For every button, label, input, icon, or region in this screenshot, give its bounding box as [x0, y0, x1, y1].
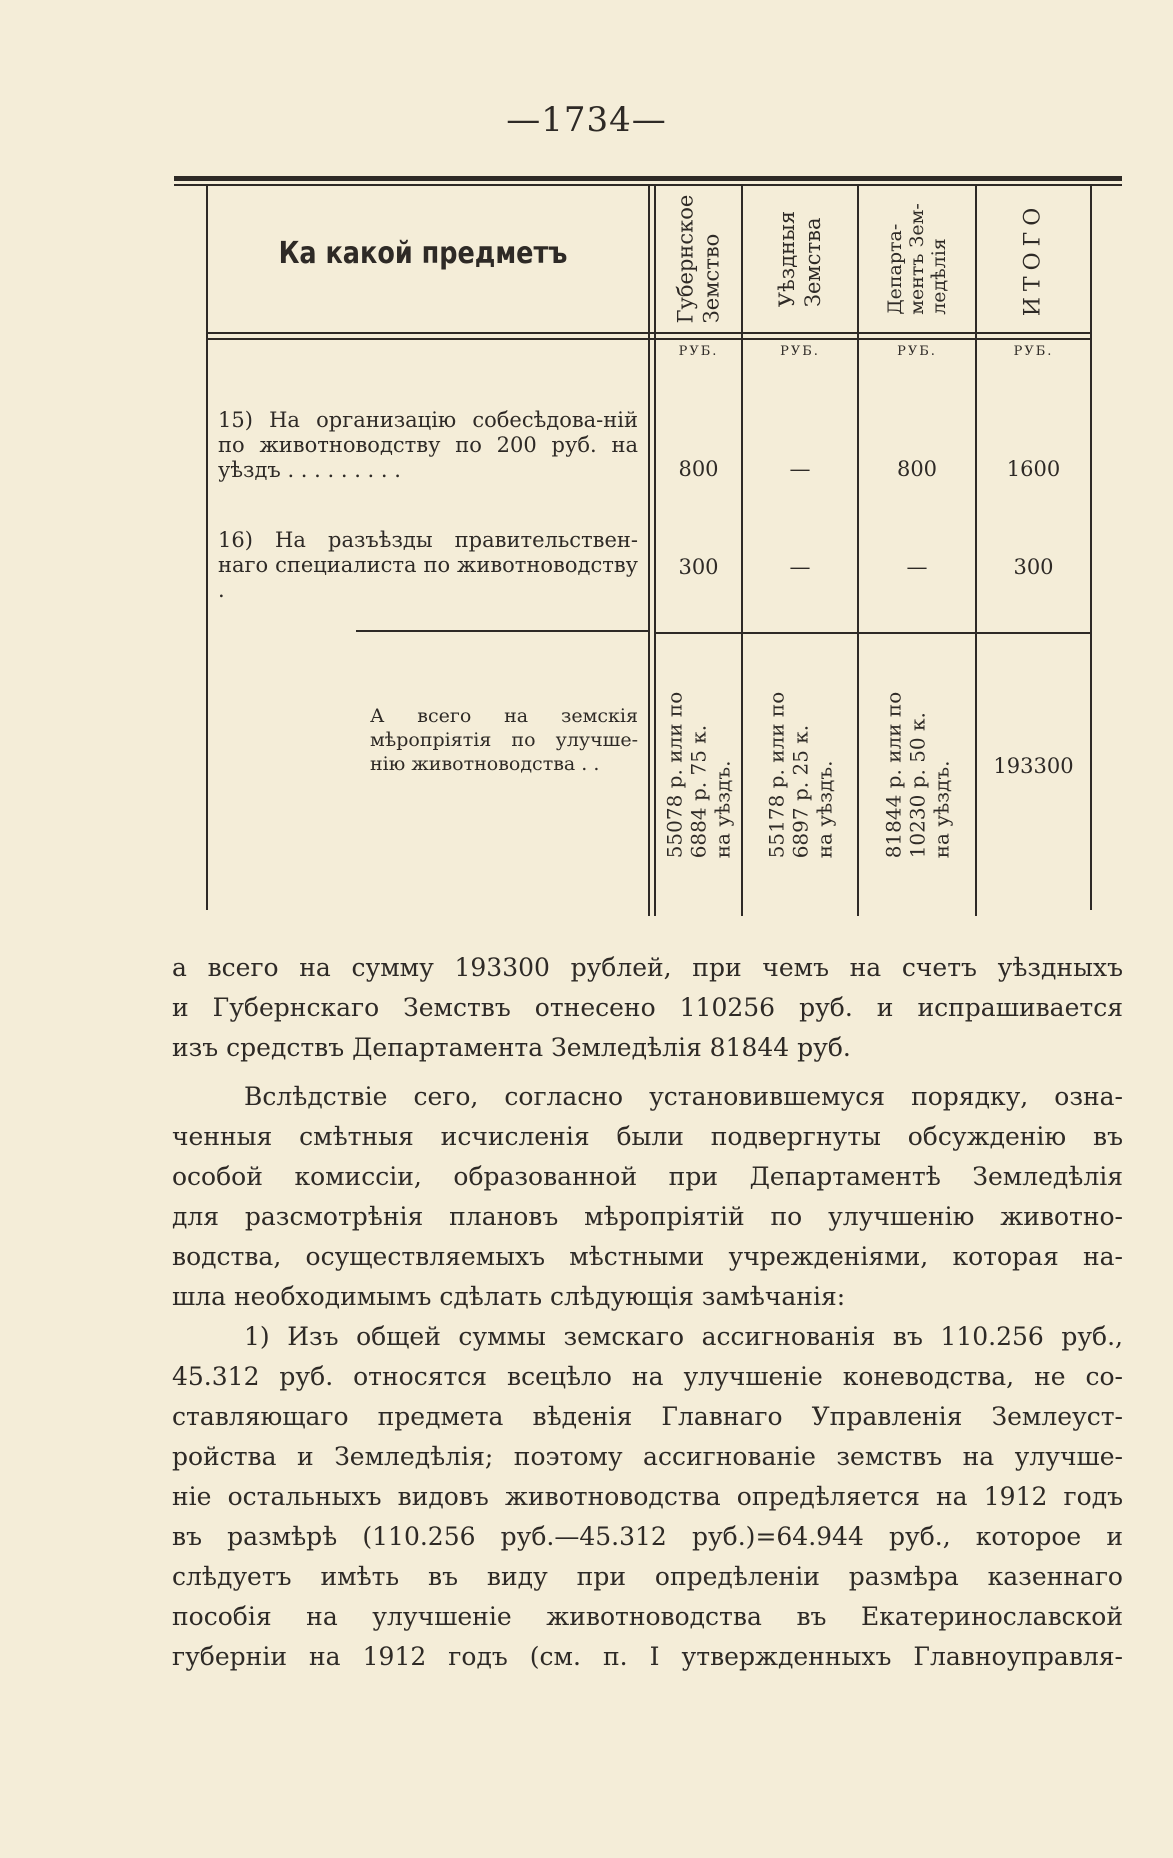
text-line: а всего на сумму 193300 рублей, при чемъ на счетъ уѣздныхъ — [172, 953, 1123, 982]
text-line: водства, осуществляемыхъ мѣстными учрежденіями, которая на- — [172, 1242, 1123, 1271]
column-header-uezdnye: Уѣздныя Земства — [775, 210, 825, 308]
paragraph — [172, 1317, 1123, 1677]
unit-label: РУБ. — [678, 344, 719, 359]
total-rule — [656, 632, 741, 634]
text-line: ставляющаго предмета вѣденія Главнаго Управленія Землеуст- — [172, 1402, 1123, 1431]
table-cell: — — [906, 555, 928, 579]
text-line: ченныя смѣтныя исчисленія были подвергнуты обсужденію въ — [172, 1122, 1123, 1151]
unit-label: РУБ. — [897, 344, 937, 359]
text-line: изъ средствъ Департамента Земледѣлія 81844 руб. — [172, 1033, 851, 1062]
unit-label: РУБ. — [1013, 344, 1054, 359]
text-line: пособія на улучшеніе животноводства въ Екатеринославской — [172, 1602, 1123, 1631]
text-line: губерніи на 1912 годъ (см. п. I утвержденныхъ Главноуправля- — [172, 1642, 1123, 1671]
table-cell: — — [789, 555, 811, 579]
total-row-text: А всего на земскія мѣропріятія по улучше-нію животноводства . . — [370, 705, 638, 775]
paragraph — [172, 948, 1123, 1068]
column-separator — [648, 186, 650, 916]
total-cell: 55078 р. или по 6884 р. 75 к. на уѣздъ. — [662, 691, 735, 859]
column-header-department: Департа- ментъ Зем- ледѣлія — [883, 203, 950, 315]
table-cell: 1600 — [1006, 457, 1061, 481]
table-top-rule — [174, 176, 1122, 181]
column-header-gubernskoe: Губернское Земство — [673, 194, 724, 324]
unit-label: РУБ. — [780, 344, 820, 359]
text-line: 1) Изъ общей суммы земскаго ассигнованія въ 110.256 руб., — [244, 1322, 1123, 1351]
table-cell: 800 — [896, 457, 938, 481]
text-line: слѣдуетъ имѣть въ виду при опредѣленіи размѣра казеннаго — [172, 1562, 1123, 1591]
total-rule — [743, 632, 857, 634]
total-rule — [977, 632, 1090, 634]
total-cell: 81844 р. или по 10230 р. 50 к. на уѣздъ. — [881, 691, 953, 859]
header-bottom-rule — [208, 332, 1090, 334]
total-rule — [356, 630, 648, 632]
table-cell: 300 — [678, 555, 719, 579]
text-line: шла необходимымъ сдѣлать слѣдующія замѣчанія: — [172, 1282, 846, 1311]
text-line: и Губернскаго Земствъ отнесено 110256 руб. и испрашивается — [172, 993, 1123, 1022]
header-bottom-rule — [208, 338, 1090, 340]
text-line: ройства и Земледѣлія; поэтому ассигнованіе земствъ на улучше- — [172, 1442, 1123, 1471]
table-cell: 300 — [1013, 555, 1054, 579]
column-header-subject: Ка какой предметъ — [278, 236, 568, 271]
text-line: ніе остальныхъ видовъ животноводства опредѣляется на 1912 годъ — [172, 1482, 1123, 1511]
total-rule — [859, 632, 975, 634]
table-row-text: 15) На организацію собесѣдова-ній по животноводству по 200 руб. на уѣздъ . . . . . . . . . — [218, 408, 638, 482]
paragraph — [172, 1077, 1123, 1317]
table-cell: — — [789, 457, 811, 481]
table-left-border — [206, 186, 208, 910]
total-cell: 55178 р. или по 6897 р. 25 к. на уѣздъ. — [764, 691, 836, 859]
page-number: —1734— — [506, 100, 667, 140]
text-line: особой комиссіи, образованной при Департаментѣ Земледѣлія — [172, 1162, 1123, 1191]
table-cell: 800 — [678, 457, 719, 481]
total-cell: 193300 — [993, 754, 1074, 778]
table-right-border — [1090, 186, 1092, 910]
text-line: 45.312 руб. относятся всецѣло на улучшеніе коневодства, не со- — [172, 1362, 1123, 1391]
text-line: для разсмотрѣнія плановъ мѣропріятій по улучшенію животно- — [172, 1202, 1123, 1231]
text-line: Вслѣдствіе сего, согласно установившемуся порядку, озна- — [244, 1082, 1123, 1111]
column-header-itogo: ИТОГО — [1020, 201, 1046, 317]
table-row-text: 16) На разъѣзды правительствен-наго специалиста по животноводству . — [218, 528, 638, 602]
text-line: въ размѣрѣ (110.256 руб.—45.312 руб.)=64.944 руб., которое и — [172, 1522, 1123, 1551]
